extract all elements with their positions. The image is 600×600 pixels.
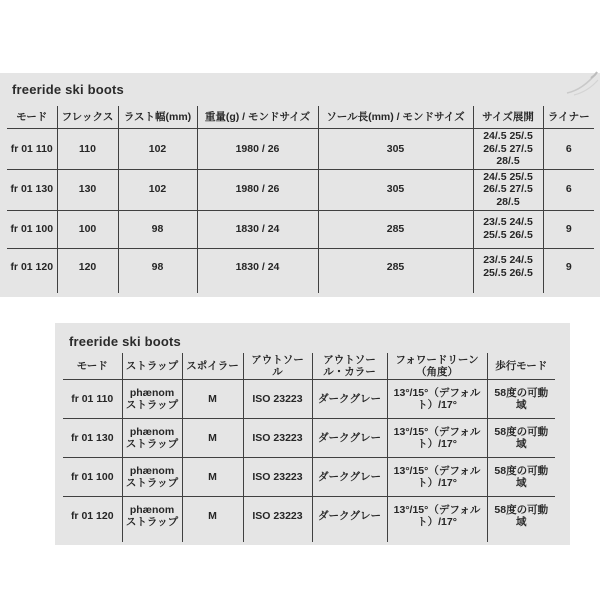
cell-outsole-color: ダークグレー [312,380,387,419]
cell-last-width: 102 [118,169,197,210]
cell-mode: fr 01 120 [63,497,122,536]
column-header-sole-length: ソール長(mm) / モンドサイズ [318,106,473,129]
cell-strap: phænom ストラップ [122,497,182,536]
table-row [7,248,594,286]
cell-forward-lean: 13°/15°（デフォルト）/17° [387,419,487,458]
column-header-strap: ストラップ [122,353,182,380]
cell-mode: fr 01 130 [7,169,57,210]
panel-title: freeride ski boots [69,334,181,349]
cell-size-range: 23/.5 24/.5 25/.5 26/.5 [473,210,543,248]
cell-last-width: 98 [118,210,197,248]
cell-liner: 9 [565,260,572,273]
cell-walk-mode: 58度の可動域 [487,380,555,419]
rule-stub-row [63,535,555,542]
column-header-forward-lean: フォワードリーン（角度） [387,353,487,380]
column-header-outsole: アウトソール [243,353,312,380]
table-row [7,169,594,210]
cell-mode: fr 01 130 [63,419,122,458]
cell-outsole-color: ダークグレー [312,419,387,458]
table-row [63,458,555,497]
column-header-mode: モード [63,353,122,380]
cell-sole-length: 285 [318,248,473,286]
cell-outsole: ISO 23223 [243,419,312,458]
cell-flex: 130 [57,169,118,210]
cell-spoiler: M [182,419,243,458]
cell-strap: phænom ストラップ [122,419,182,458]
table-row [63,497,555,536]
cell-size-range: 23/.5 24/.5 25/.5 26/.5 [473,248,543,286]
cell-sole-length: 305 [318,169,473,210]
column-header-spoiler: スポイラー [182,353,243,380]
cell-weight: 1830 / 24 [197,248,318,286]
cell-sole-length: 285 [318,210,473,248]
spec-table-features [63,353,555,542]
rule-stub-row [7,286,594,293]
cell-liner: 6 [543,129,594,170]
cell-strap: phænom ストラップ [122,380,182,419]
cell-outsole: ISO 23223 [243,497,312,536]
cell-forward-lean: 13°/15°（デフォルト）/17° [387,497,487,536]
table-row [63,419,555,458]
spec-table-sizes [7,106,594,293]
column-header-size-range: サイズ展開 [473,106,543,129]
cell-weight: 1980 / 26 [197,169,318,210]
cell-spoiler: M [182,458,243,497]
column-header-mode: モード [7,106,57,129]
column-header-flex: フレックス [57,106,118,129]
cell-weight: 1830 / 24 [197,210,318,248]
cell-flex: 120 [57,248,118,286]
cell-mode: fr 01 100 [63,458,122,497]
page-curl-icon [565,69,599,99]
cell-spoiler: M [182,497,243,536]
cell-flex: 110 [57,129,118,170]
cell-outsole-color: ダークグレー [312,458,387,497]
cell-outsole-color: ダークグレー [312,497,387,536]
cell-outsole: ISO 23223 [243,380,312,419]
panel-title: freeride ski boots [12,82,124,97]
cell-flex: 100 [57,210,118,248]
cell-liner: 9 [543,210,594,248]
table-row [7,129,594,170]
cell-forward-lean: 13°/15°（デフォルト）/17° [387,458,487,497]
cell-mode: fr 01 120 [7,248,57,286]
cell-weight: 1980 / 26 [197,129,318,170]
cell-mode: fr 01 110 [63,380,122,419]
cell-walk-mode: 58度の可動域 [487,458,555,497]
cell-size-range: 24/.5 25/.5 26/.5 27/.5 28/.5 [473,169,543,210]
cell-walk-mode: 58度の可動域 [494,503,549,529]
cell-sole-length: 305 [318,129,473,170]
cell-mode: fr 01 110 [7,129,57,170]
cell-last-width: 98 [118,248,197,286]
spec-panel-features [55,323,570,545]
column-header-last-width: ラスト幅(mm) [118,106,197,129]
cell-size-range: 24/.5 25/.5 26/.5 27/.5 28/.5 [473,129,543,170]
cell-mode: fr 01 100 [7,210,57,248]
column-header-weight: 重量(g) / モンドサイズ [197,106,318,129]
table-row [63,380,555,419]
cell-spoiler: M [182,380,243,419]
cell-outsole: ISO 23223 [243,458,312,497]
cell-strap: phænom ストラップ [122,458,182,497]
table-row [7,210,594,248]
spec-panel-sizes [0,73,600,297]
cell-forward-lean: 13°/15°（デフォルト）/17° [387,380,487,419]
cell-walk-mode: 58度の可動域 [487,419,555,458]
header-row [7,106,594,129]
column-header-outsole-color: アウトソール・カラー [312,353,387,380]
cell-last-width: 102 [118,129,197,170]
column-header-walk-mode: 歩行モード [487,353,555,380]
column-header-liner: ライナー [543,106,594,129]
cell-liner: 6 [543,169,594,210]
header-row [63,353,555,380]
